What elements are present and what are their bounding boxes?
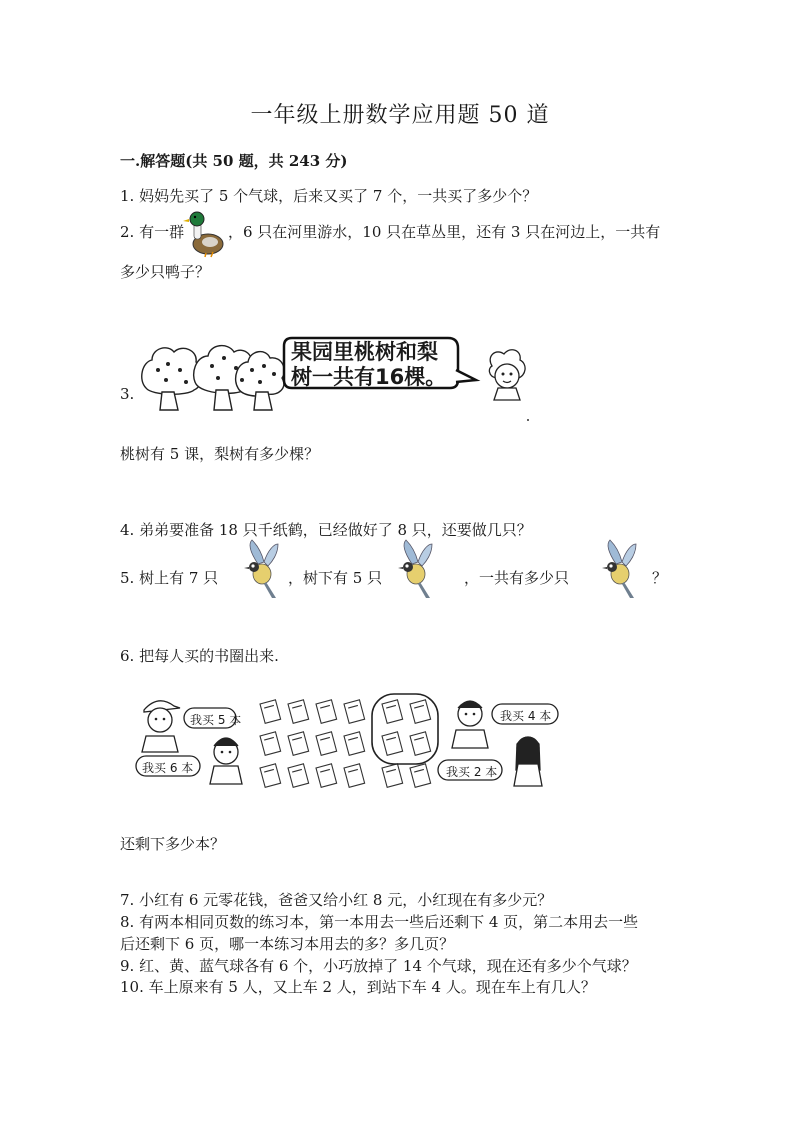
question-2-end: 多少只鸭子？ bbox=[120, 263, 211, 281]
question-2-start: 2. 有一群 bbox=[120, 223, 185, 241]
book-bubble-2: 我买 6 本 bbox=[142, 761, 194, 775]
question-6: 6. 把每人买的书圈出来. bbox=[120, 647, 279, 665]
question-8-line-2: 后还剩下 6 页，哪一本练习本用去的多？多几页？ bbox=[120, 935, 455, 953]
question-1: 1. 妈妈先买了 5 个气球，后来又买了 7 个，一共买了多少个？ bbox=[120, 187, 538, 205]
page-title: 一年级上册数学应用题 50 道 bbox=[250, 103, 550, 128]
dot-mark bbox=[526, 418, 530, 422]
fruit-trees-illustration bbox=[138, 340, 288, 415]
child-icon bbox=[482, 346, 532, 402]
question-7: 7. 小红有 6 元零花钱，爸爸又给小红 8 元，小红现在有多少元？ bbox=[120, 891, 553, 909]
question-5-qmark: ？ bbox=[652, 569, 668, 587]
question-5-start: 5. 树上有 7 只 bbox=[120, 569, 219, 587]
question-3-number: 3. bbox=[120, 385, 135, 403]
section-heading: 一.解答题(共 50 题，共 243 分) bbox=[120, 152, 348, 170]
question-10: 10. 车上原来有 5 人，又上车 2 人，到站下车 4 人。现在车上有几人？ bbox=[120, 978, 596, 996]
question-6-text: 还剩下多少本？ bbox=[120, 835, 226, 853]
book-bubble-4: 我买 2 本 bbox=[446, 765, 498, 779]
question-5-mid: ，树下有 5 只 bbox=[288, 569, 383, 587]
book-bubble-3: 我买 4 本 bbox=[500, 709, 552, 723]
bird-icon bbox=[596, 540, 644, 602]
bubble-line-2: 树一共有16棵。 bbox=[291, 365, 447, 389]
question-5-end: ，一共有多少只 bbox=[464, 569, 570, 587]
book-bubble-1: 我买 5 本 bbox=[190, 713, 242, 727]
bird-icon bbox=[238, 540, 286, 602]
question-2-mid: ，6 只在河里游水，10 只在草丛里，还有 3 只在河边上，一共有 bbox=[228, 223, 661, 241]
bubble-line-1: 果园里桃树和梨 bbox=[291, 340, 438, 364]
question-4: 4. 弟弟要准备 18 只千纸鹤，已经做好了 8 只，还要做几只？ bbox=[120, 521, 532, 539]
duck-icon bbox=[186, 208, 228, 258]
bird-icon bbox=[392, 540, 440, 602]
question-3-text: 桃树有 5 课，梨树有多少棵？ bbox=[120, 445, 320, 463]
question-9: 9. 红、黄、蓝气球各有 6 个，小巧放掉了 14 个气球，现在还有多少个气球？ bbox=[120, 957, 637, 975]
question-8-line-1: 8. 有两本相同页数的练习本，第一本用去一些后还剩下 4 页，第二本用去一些 bbox=[120, 913, 639, 931]
